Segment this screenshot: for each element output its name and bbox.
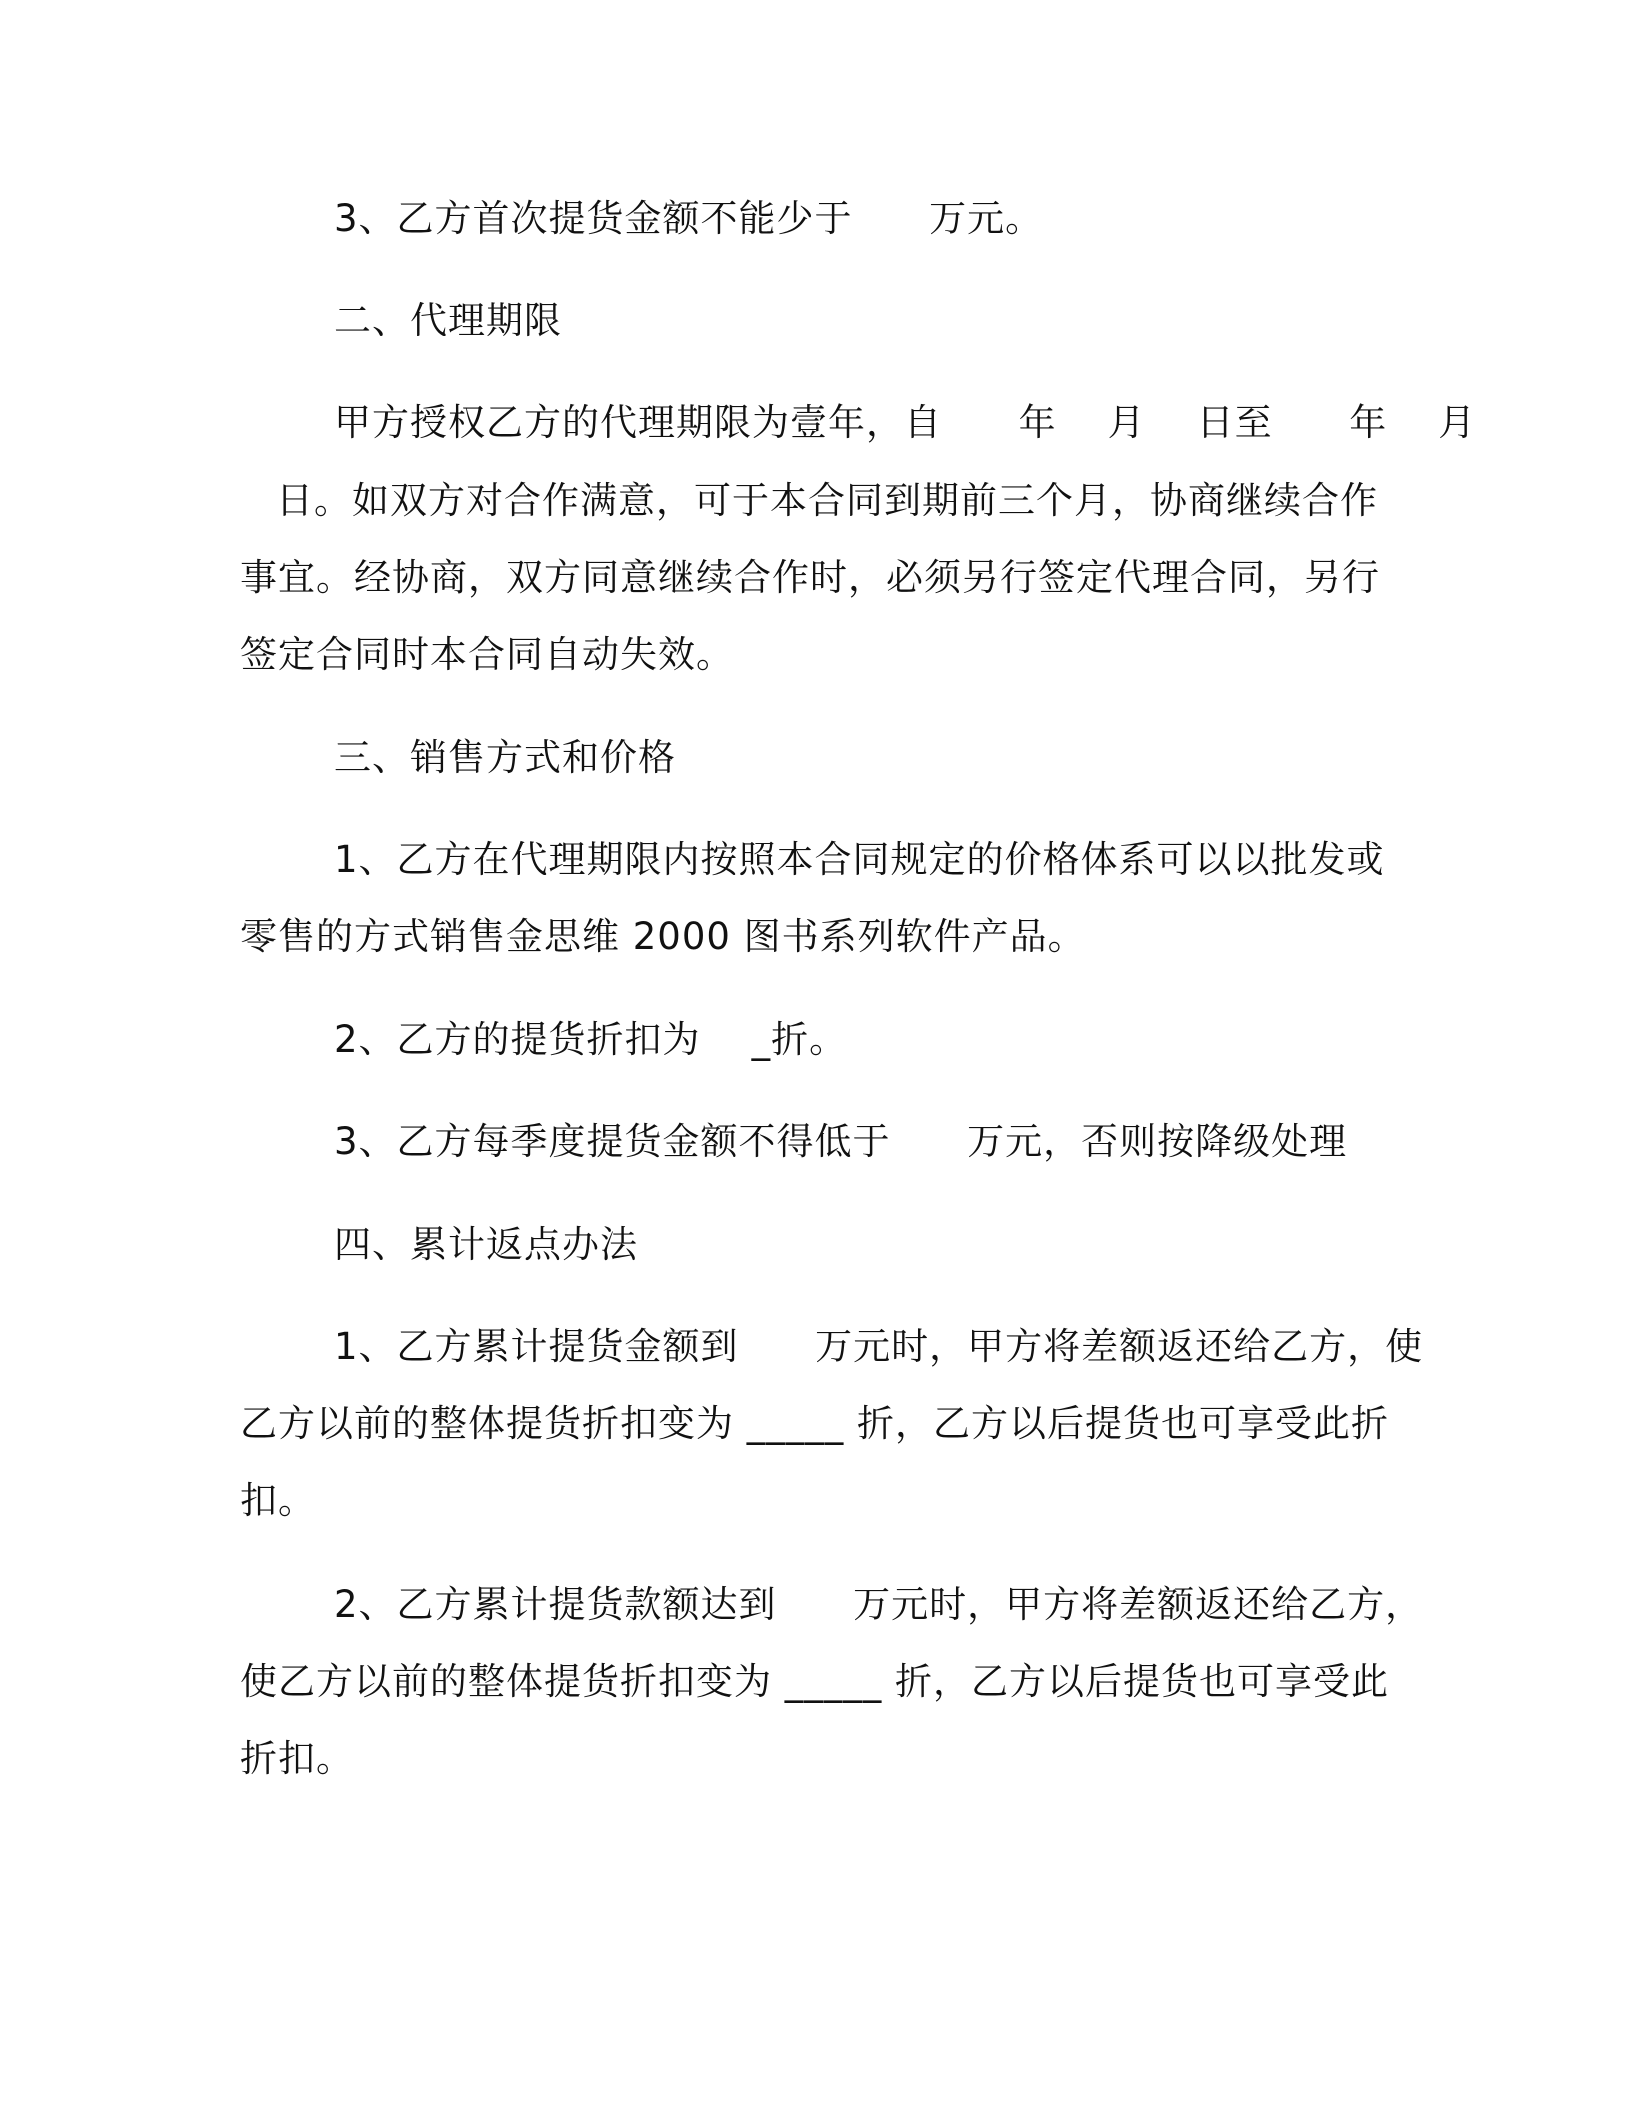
section-heading-sales-method: 三、销售方式和价格 xyxy=(334,736,676,779)
rebate-clause-2-line-1: 2、乙方累计提货款额达到 万元时，甲方将差额返还给乙方， xyxy=(334,1583,1424,1626)
rebate-clause-1-line-3: 扣。 xyxy=(240,1479,316,1522)
rebate-clause-2-line-3: 折扣。 xyxy=(240,1737,354,1780)
rebate-clause-1-line-1: 1、乙方累计提货金额到 万元时，甲方将差额返还给乙方，使 xyxy=(334,1325,1424,1368)
clause-3-first-order: 3、乙方首次提货金额不能少于 万元。 xyxy=(334,197,1044,240)
clause-1-sales-line-2: 零售的方式销售金思维 2000 图书系列软件产品。 xyxy=(240,915,1086,958)
rebate-clause-2-line-2: 使乙方以前的整体提货折扣变为 _____ 折，乙方以后提货也可享受此 xyxy=(240,1660,1390,1703)
section-heading-agency-term: 二、代理期限 xyxy=(334,299,562,342)
paragraph-agency-term-line-2: 日。如双方对合作满意，可于本合同到期前三个月，协商继续合作 xyxy=(276,479,1378,522)
clause-2-discount: 2、乙方的提货折扣为 _折。 xyxy=(334,1018,848,1061)
rebate-clause-1-line-2: 乙方以前的整体提货折扣变为 _____ 折，乙方以后提货也可享受此折 xyxy=(240,1402,1390,1445)
clause-1-sales-line-1: 1、乙方在代理期限内按照本合同规定的价格体系可以以批发或 xyxy=(334,838,1385,881)
paragraph-agency-term-line-1: 甲方授权乙方的代理期限为壹年，自 年 月 日至 年 月 xyxy=(334,401,1477,444)
clause-3-quarterly: 3、乙方每季度提货金额不得低于 万元，否则按降级处理 xyxy=(334,1120,1348,1163)
paragraph-agency-term-line-3: 事宜。经协商，双方同意继续合作时，必须另行签定代理合同，另行 xyxy=(240,556,1380,599)
section-heading-rebate: 四、累计返点办法 xyxy=(334,1223,638,1266)
paragraph-agency-term-line-4: 签定合同时本合同自动失效。 xyxy=(240,633,734,676)
